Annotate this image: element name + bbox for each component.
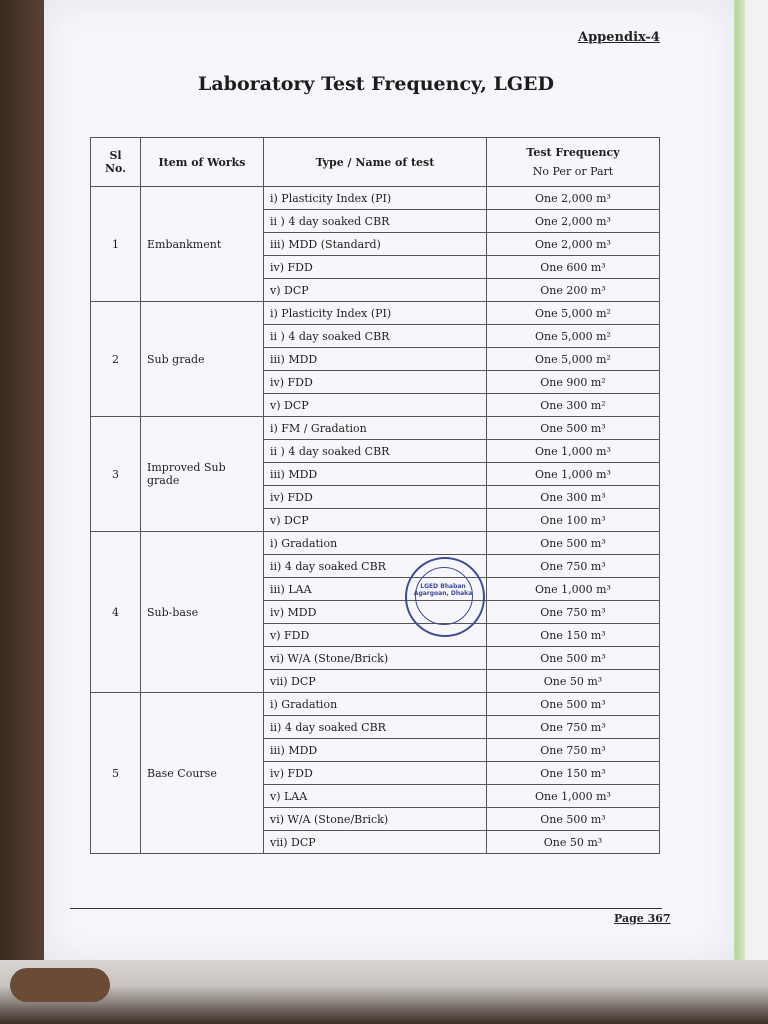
page-number: Page 367 [614,912,671,925]
item-of-works-cell: Improved Sub grade [141,417,264,532]
test-frequency-cell: One 150 m³ [487,624,660,647]
test-frequency-cell: One 750 m³ [487,716,660,739]
header-test-frequency-label: Test Frequency [526,146,620,159]
test-name-cell: i) Gradation [264,532,487,555]
test-frequency-cell: One 500 m³ [487,808,660,831]
test-name-cell: i) Gradation [264,693,487,716]
test-name-cell: v) DCP [264,394,487,417]
test-frequency-cell: One 1,000 m³ [487,440,660,463]
test-frequency-cell: One 500 m³ [487,417,660,440]
test-name-cell: v) DCP [264,279,487,302]
sl-no-cell: 4 [91,532,141,693]
appendix-label: Appendix-4 [578,30,660,45]
item-of-works-cell: Sub grade [141,302,264,417]
seal-line-2: Agargoan, Dhaka [413,590,473,597]
test-frequency-cell: One 200 m³ [487,279,660,302]
test-frequency-cell: One 2,000 m³ [487,187,660,210]
test-frequency-cell: One 750 m³ [487,601,660,624]
table-row [91,302,660,325]
table-body [91,187,660,854]
test-frequency-cell: One 2,000 m³ [487,210,660,233]
test-name-cell: iv) MDD [264,601,487,624]
test-name-cell: ii) 4 day soaked CBR [264,555,487,578]
next-page-strip [745,0,768,965]
test-frequency-cell: One 750 m³ [487,555,660,578]
header-item-of-works: Item of Works [141,138,264,187]
header-test-frequency-sub: No Per or Part [532,165,614,178]
test-name-cell: i) FM / Gradation [264,417,487,440]
table-row [91,693,660,716]
test-name-cell: v) DCP [264,509,487,532]
test-name-cell: iii) LAA [264,578,487,601]
test-name-cell: iii) MDD [264,463,487,486]
seal-text [407,583,479,597]
test-frequency-cell: One 50 m³ [487,831,660,854]
test-name-cell: ii) 4 day soaked CBR [264,716,487,739]
sl-no-cell: 3 [91,417,141,532]
test-name-cell: iii) MDD (Standard) [264,233,487,256]
table-row [91,417,660,440]
test-frequency-cell: One 5,000 m² [487,348,660,371]
test-name-cell: i) Plasticity Index (PI) [264,302,487,325]
sl-no-cell: 1 [91,187,141,302]
test-frequency-cell: One 1,000 m³ [487,463,660,486]
item-of-works-cell: Sub-base [141,532,264,693]
test-name-cell: vii) DCP [264,670,487,693]
test-frequency-table [90,137,660,854]
test-name-cell: v) LAA [264,785,487,808]
test-frequency-cell: One 300 m³ [487,486,660,509]
test-name-cell: iii) MDD [264,739,487,762]
sl-no-cell: 2 [91,302,141,417]
test-frequency-cell: One 50 m³ [487,670,660,693]
table-row [91,187,660,210]
test-name-cell: ii ) 4 day soaked CBR [264,210,487,233]
test-frequency-cell: One 300 m² [487,394,660,417]
test-name-cell: ii ) 4 day soaked CBR [264,325,487,348]
item-of-works-cell: Embankment [141,187,264,302]
test-name-cell: iv) FDD [264,762,487,785]
header-sl-no: Sl No. [91,138,141,187]
test-frequency-cell: One 500 m³ [487,532,660,555]
official-seal [405,557,485,637]
test-frequency-cell: One 500 m³ [487,647,660,670]
test-name-cell: vi) W/A (Stone/Brick) [264,647,487,670]
test-name-cell: iii) MDD [264,348,487,371]
test-frequency-cell: One 900 m² [487,371,660,394]
seal-line-1: LGED Bhaban [420,583,466,590]
test-frequency-cell: One 5,000 m² [487,302,660,325]
test-frequency-cell: One 1,000 m³ [487,578,660,601]
page-title: Laboratory Test Frequency, LGED [198,73,555,95]
header-type-of-test: Type / Name of test [264,138,487,187]
test-frequency-cell: One 100 m³ [487,509,660,532]
test-frequency-cell: One 150 m³ [487,762,660,785]
test-name-cell: iv) FDD [264,256,487,279]
test-frequency-cell: One 2,000 m³ [487,233,660,256]
test-name-cell: vi) W/A (Stone/Brick) [264,808,487,831]
test-name-cell: iv) FDD [264,486,487,509]
desk-bottom [0,960,768,1024]
test-name-cell: iv) FDD [264,371,487,394]
test-frequency-cell: One 600 m³ [487,256,660,279]
test-name-cell: i) Plasticity Index (PI) [264,187,487,210]
footer-divider [70,908,662,909]
header-test-frequency [487,138,660,187]
sl-no-cell: 5 [91,693,141,854]
table-header-row [91,138,660,187]
test-name-cell: vii) DCP [264,831,487,854]
test-frequency-cell: One 750 m³ [487,739,660,762]
test-name-cell: ii ) 4 day soaked CBR [264,440,487,463]
test-name-cell: v) FDD [264,624,487,647]
item-of-works-cell: Base Course [141,693,264,854]
finger-shape [10,968,110,1002]
table-row [91,532,660,555]
test-frequency-cell: One 500 m³ [487,693,660,716]
test-frequency-cell: One 5,000 m² [487,325,660,348]
test-frequency-cell: One 1,000 m³ [487,785,660,808]
